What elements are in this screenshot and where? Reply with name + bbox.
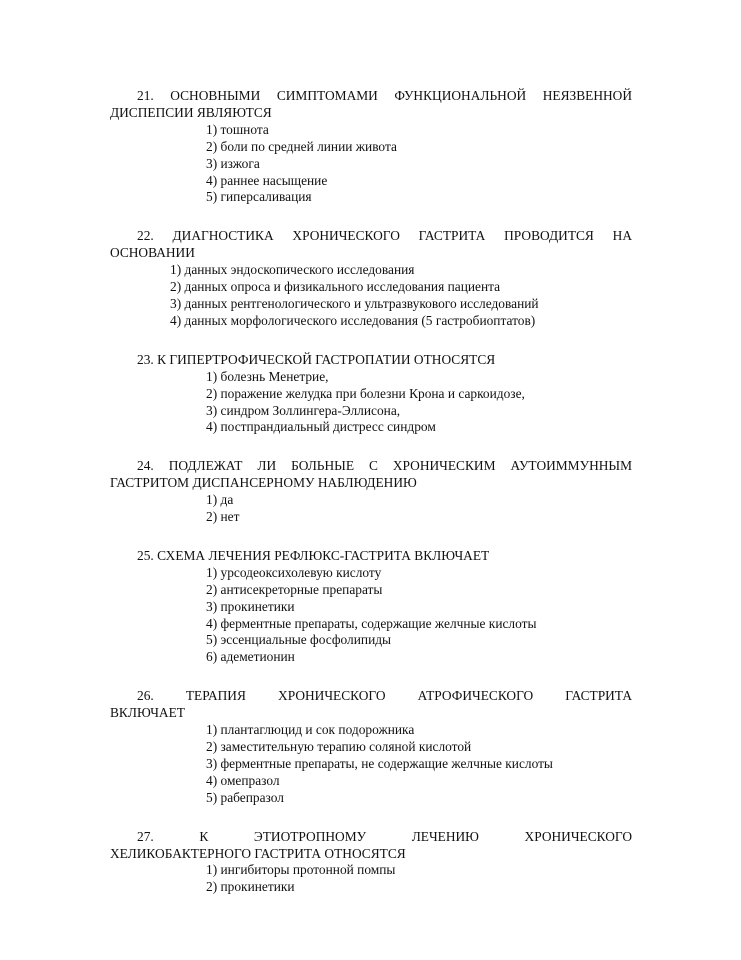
answer-option: 4) раннее насыщение (206, 172, 328, 188)
answer-option: 2) прокинетики (206, 879, 295, 895)
answer-option: 6) адеметионин (206, 649, 295, 665)
answer-options (110, 862, 632, 896)
answer-options (110, 492, 632, 526)
question-title: 21. ОСНОВНЫМИ СИМПТОМАМИ ФУНКЦИОНАЛЬНОЙ НЕЯЗВЕННОЙ ДИСПЕПСИИ ЯВЛЯЮТСЯ (110, 88, 632, 120)
answer-option: 4) постпрандиальный дистресс синдром (206, 419, 436, 435)
answer-option: 5) рабепразол (206, 789, 284, 805)
answer-option: 2) поражение желудка при болезни Крона и саркоидозе, (206, 385, 525, 401)
answer-option: 4) данных морфологического исследования (5 гастробиоптатов) (170, 312, 536, 328)
question-title-continuation: ХЕЛИКОБАКТЕРНОГО ГАСТРИТА ОТНОСЯТСЯ (110, 845, 406, 861)
answer-option: 4) ферментные препараты, содержащие желчные кислоты (206, 615, 537, 631)
answer-option: 2) нет (206, 509, 240, 525)
question-title: 24. ПОДЛЕЖАТ ЛИ БОЛЬНЫЕ С ХРОНИЧЕСКИМ АУТОИММУННЫМ ГАСТРИТОМ ДИСПАНСЕРНОМУ НАБЛЮДЕНИЮ (110, 458, 632, 491)
question-title: 25. СХЕМА ЛЕЧЕНИЯ РЕФЛЮКС-ГАСТРИТА ВКЛЮЧАЕТ (137, 547, 490, 563)
answer-option: 3) данных рентгенологического и ультразвукового исследований (170, 295, 539, 311)
answer-option: 3) прокинетики (206, 598, 295, 614)
question-22 (110, 228, 632, 329)
answer-option: 3) синдром Золлингера-Эллисона, (206, 402, 401, 418)
question-title: 23. К ГИПЕРТРОФИЧЕСКОЙ ГАСТРОПАТИИ ОТНОСЯТСЯ (137, 351, 496, 367)
answer-option: 2) данных опроса и физикального исследования пациента (170, 279, 501, 295)
answer-options (110, 722, 632, 807)
question-24 (110, 458, 632, 526)
answer-option: 2) боли по средней линии живота (206, 138, 397, 154)
question-title: 26. ТЕРАПИЯ ХРОНИЧЕСКОГО АТРОФИЧЕСКОГО ГАСТРИТА (137, 688, 632, 704)
answer-option: 1) урсодеоксихолевую кислоту (206, 564, 382, 580)
answer-option: 1) данных эндоскопического исследования (170, 262, 415, 278)
question-27 (110, 829, 632, 897)
answer-option: 3) изжога (206, 155, 260, 171)
answer-options (110, 262, 632, 330)
question-title-continuation: ВКЛЮЧАЕТ (110, 705, 185, 721)
answer-option: 3) ферментные препараты, не содержащие желчные кислоты (206, 755, 553, 771)
answer-option: 4) омепразол (206, 772, 280, 788)
question-title: 27. К ЭТИОТРОПНОМУ ЛЕЧЕНИЮ ХРОНИЧЕСКОГО (137, 828, 632, 844)
answer-option: 5) гиперсаливация (206, 189, 312, 205)
answer-option: 1) ингибиторы протонной помпы (206, 862, 396, 878)
answer-option: 1) болезнь Менетрие, (206, 368, 329, 384)
answer-option: 2) антисекреторные препараты (206, 581, 383, 597)
question-title: 22. ДИАГНОСТИКА ХРОНИЧЕСКОГО ГАСТРИТА ПРОВОДИТСЯ НА ОСНОВАНИИ (110, 228, 632, 261)
question-25 (110, 548, 632, 666)
answer-option: 1) тошнота (206, 121, 269, 137)
document-page (110, 88, 632, 918)
question-21 (110, 88, 632, 206)
answer-option: 1) да (206, 492, 234, 508)
answer-options (110, 369, 632, 437)
answer-option: 5) эссенциальные фосфолипиды (206, 632, 392, 648)
question-23 (110, 352, 632, 437)
answer-option: 2) заместительную терапию соляной кислотой (206, 739, 472, 754)
answer-option: 1) плантаглюцид и сок подорожника (206, 722, 415, 738)
answer-options (110, 565, 632, 666)
answer-options (110, 122, 632, 207)
question-26 (110, 688, 632, 806)
